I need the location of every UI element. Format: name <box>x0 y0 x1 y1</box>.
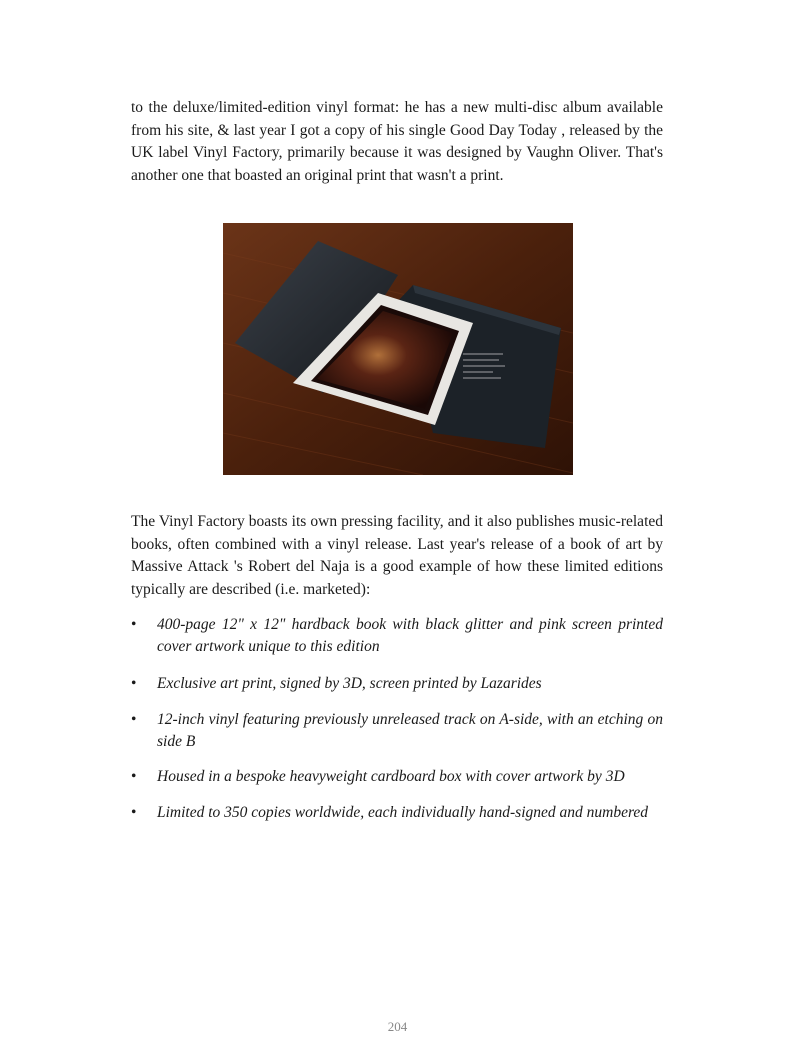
list-item-text: Housed in a bespoke heavyweight cardboard box with cover artwork by 3D <box>157 768 625 785</box>
list-item-text: Exclusive art print, signed by 3D, screen printed by Lazarides <box>157 675 542 692</box>
list-item <box>131 673 663 695</box>
list-item <box>131 709 663 753</box>
album-packaging-photo <box>223 223 573 475</box>
list-item-text: Limited to 350 copies worldwide, each individually hand-signed and numbered <box>157 804 649 821</box>
bullet-icon: • <box>131 711 137 728</box>
list-item-text: 400-page 12" x 12" hardback book with black glitter and pink screen printed cover artwork unique to this edition <box>157 616 663 655</box>
list-item <box>131 802 663 824</box>
list-item-text: 12-inch vinyl featuring previously unreleased track on A-side, with an etching on side B <box>157 711 663 750</box>
bullet-icon: • <box>131 804 137 821</box>
edition-features-list <box>131 614 663 824</box>
list-item <box>131 766 663 788</box>
list-item <box>131 614 663 661</box>
paragraph-intro: to the deluxe/limited-edition vinyl format: he has a new multi-disc album available from his site, & last year I got a copy of his single Good Day Today , released by the UK label Vinyl Factory, primarily because it was designed by Vaughn Oliver. That's another one that boasted an original print that wasn't a print. <box>131 99 663 184</box>
bullet-icon: • <box>131 768 137 785</box>
paragraph-vinyl-factory: The Vinyl Factory boasts its own pressing facility, and it also publishes music-related books, often combined with a vinyl release. Last year's release of a book of art by Massive Attack 's Robert del Naja is a good example of how these limited editions typically are described (i.e. marketed): <box>131 513 663 598</box>
bullet-icon: • <box>131 675 137 692</box>
page-number: 204 <box>387 1019 408 1034</box>
bullet-icon: • <box>131 616 137 633</box>
